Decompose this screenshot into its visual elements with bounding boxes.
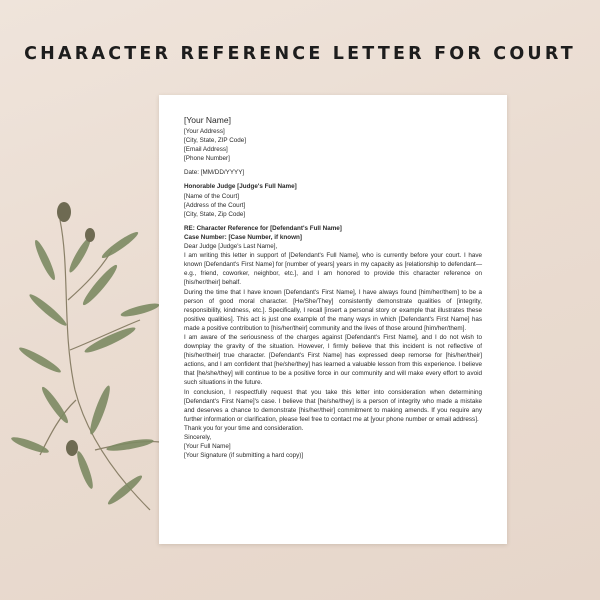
closing-name: [Your Full Name]	[184, 443, 231, 451]
page-title: CHARACTER REFERENCE LETTER FOR COURT	[24, 44, 576, 64]
recipient-court: [Name of the Court]	[184, 192, 239, 200]
letter-page	[159, 95, 507, 544]
recipient-address: [Address of the Court]	[184, 201, 246, 209]
recipient-heading: Honorable Judge [Judge's Full Name]	[184, 183, 297, 191]
recipient-city: [City, State, Zip Code]	[184, 210, 246, 218]
paragraph: I am aware of the seriousness of the charges against [Defendant's First Name], and I do not wish to downplay the gravity of the situation. However, I firmly believe that this incident is not reflective of [his/her/their] true character. [Defendant's First Name] has expressed deep remorse for [his/her/their] actions, and I am confident that [he/she/they] has learned a valuable lesson from this experience. I believe that [he/she/they] will continue to be a positive force in our community and will make every effort to avoid such situations in the future.	[184, 333, 482, 387]
sender-phone: [Phone Number]	[184, 155, 230, 163]
sender-city: [City, State, ZIP Code]	[184, 137, 247, 145]
paragraph: During the time that I have known [Defendant's First Name], I have always found [him/her/them] to be a person of good moral character. [He/She/They] consistently demonstrate qualities of [integrity, responsibility, kindness, etc.]. Specifically, I recall [insert a personal story or example that illustrates these positive qualities]. This act is just one example of the many ways in which [Defendant's First Name] has made a positive contribution to [his/her/their] community and the lives of those around [him/her/them].	[184, 288, 482, 332]
closing-signature: [Your Signature (if submitting a hard copy)]	[184, 452, 304, 460]
closing-sincerely: Sincerely,	[184, 434, 212, 441]
sender-email: [Email Address]	[184, 146, 228, 154]
olive-branch-image	[0, 190, 170, 520]
case-number-line: Case Number: [Case Number, if known]	[184, 233, 302, 241]
sender-address: [Your Address]	[184, 128, 225, 135]
closing-thanks: Thank you for your time and consideration.	[184, 424, 304, 432]
re-line: RE: Character Reference for [Defendant's Full Name]	[184, 224, 342, 232]
sender-name: [Your Name]	[184, 115, 231, 125]
salutation: Dear Judge [Judge's Last Name],	[184, 243, 278, 251]
paragraph: I am writing this letter in support of [Defendant's Full Name], who is currently before your court. I have known [Defendant's First Name] for [number of years] years in my capacity as [relationship to defendant—e.g., friend, coworker, neighbor, etc.], and I am honored to provide this character reference on [his/her/their] behalf.	[184, 252, 482, 287]
letter-date: Date: [MM/DD/YYYY]	[184, 169, 245, 177]
paragraph: In conclusion, I respectfully request that you take this letter into consideration when determining [Defendant's First Name]'s case. I believe that [he/she/they] is a person of integrity who made a mistake and deserves a chance to demonstrate [his/her/their] commitment to making amends. If you require any further information or clarification, please feel free to contact me at [your phone number or email address].	[184, 388, 482, 423]
